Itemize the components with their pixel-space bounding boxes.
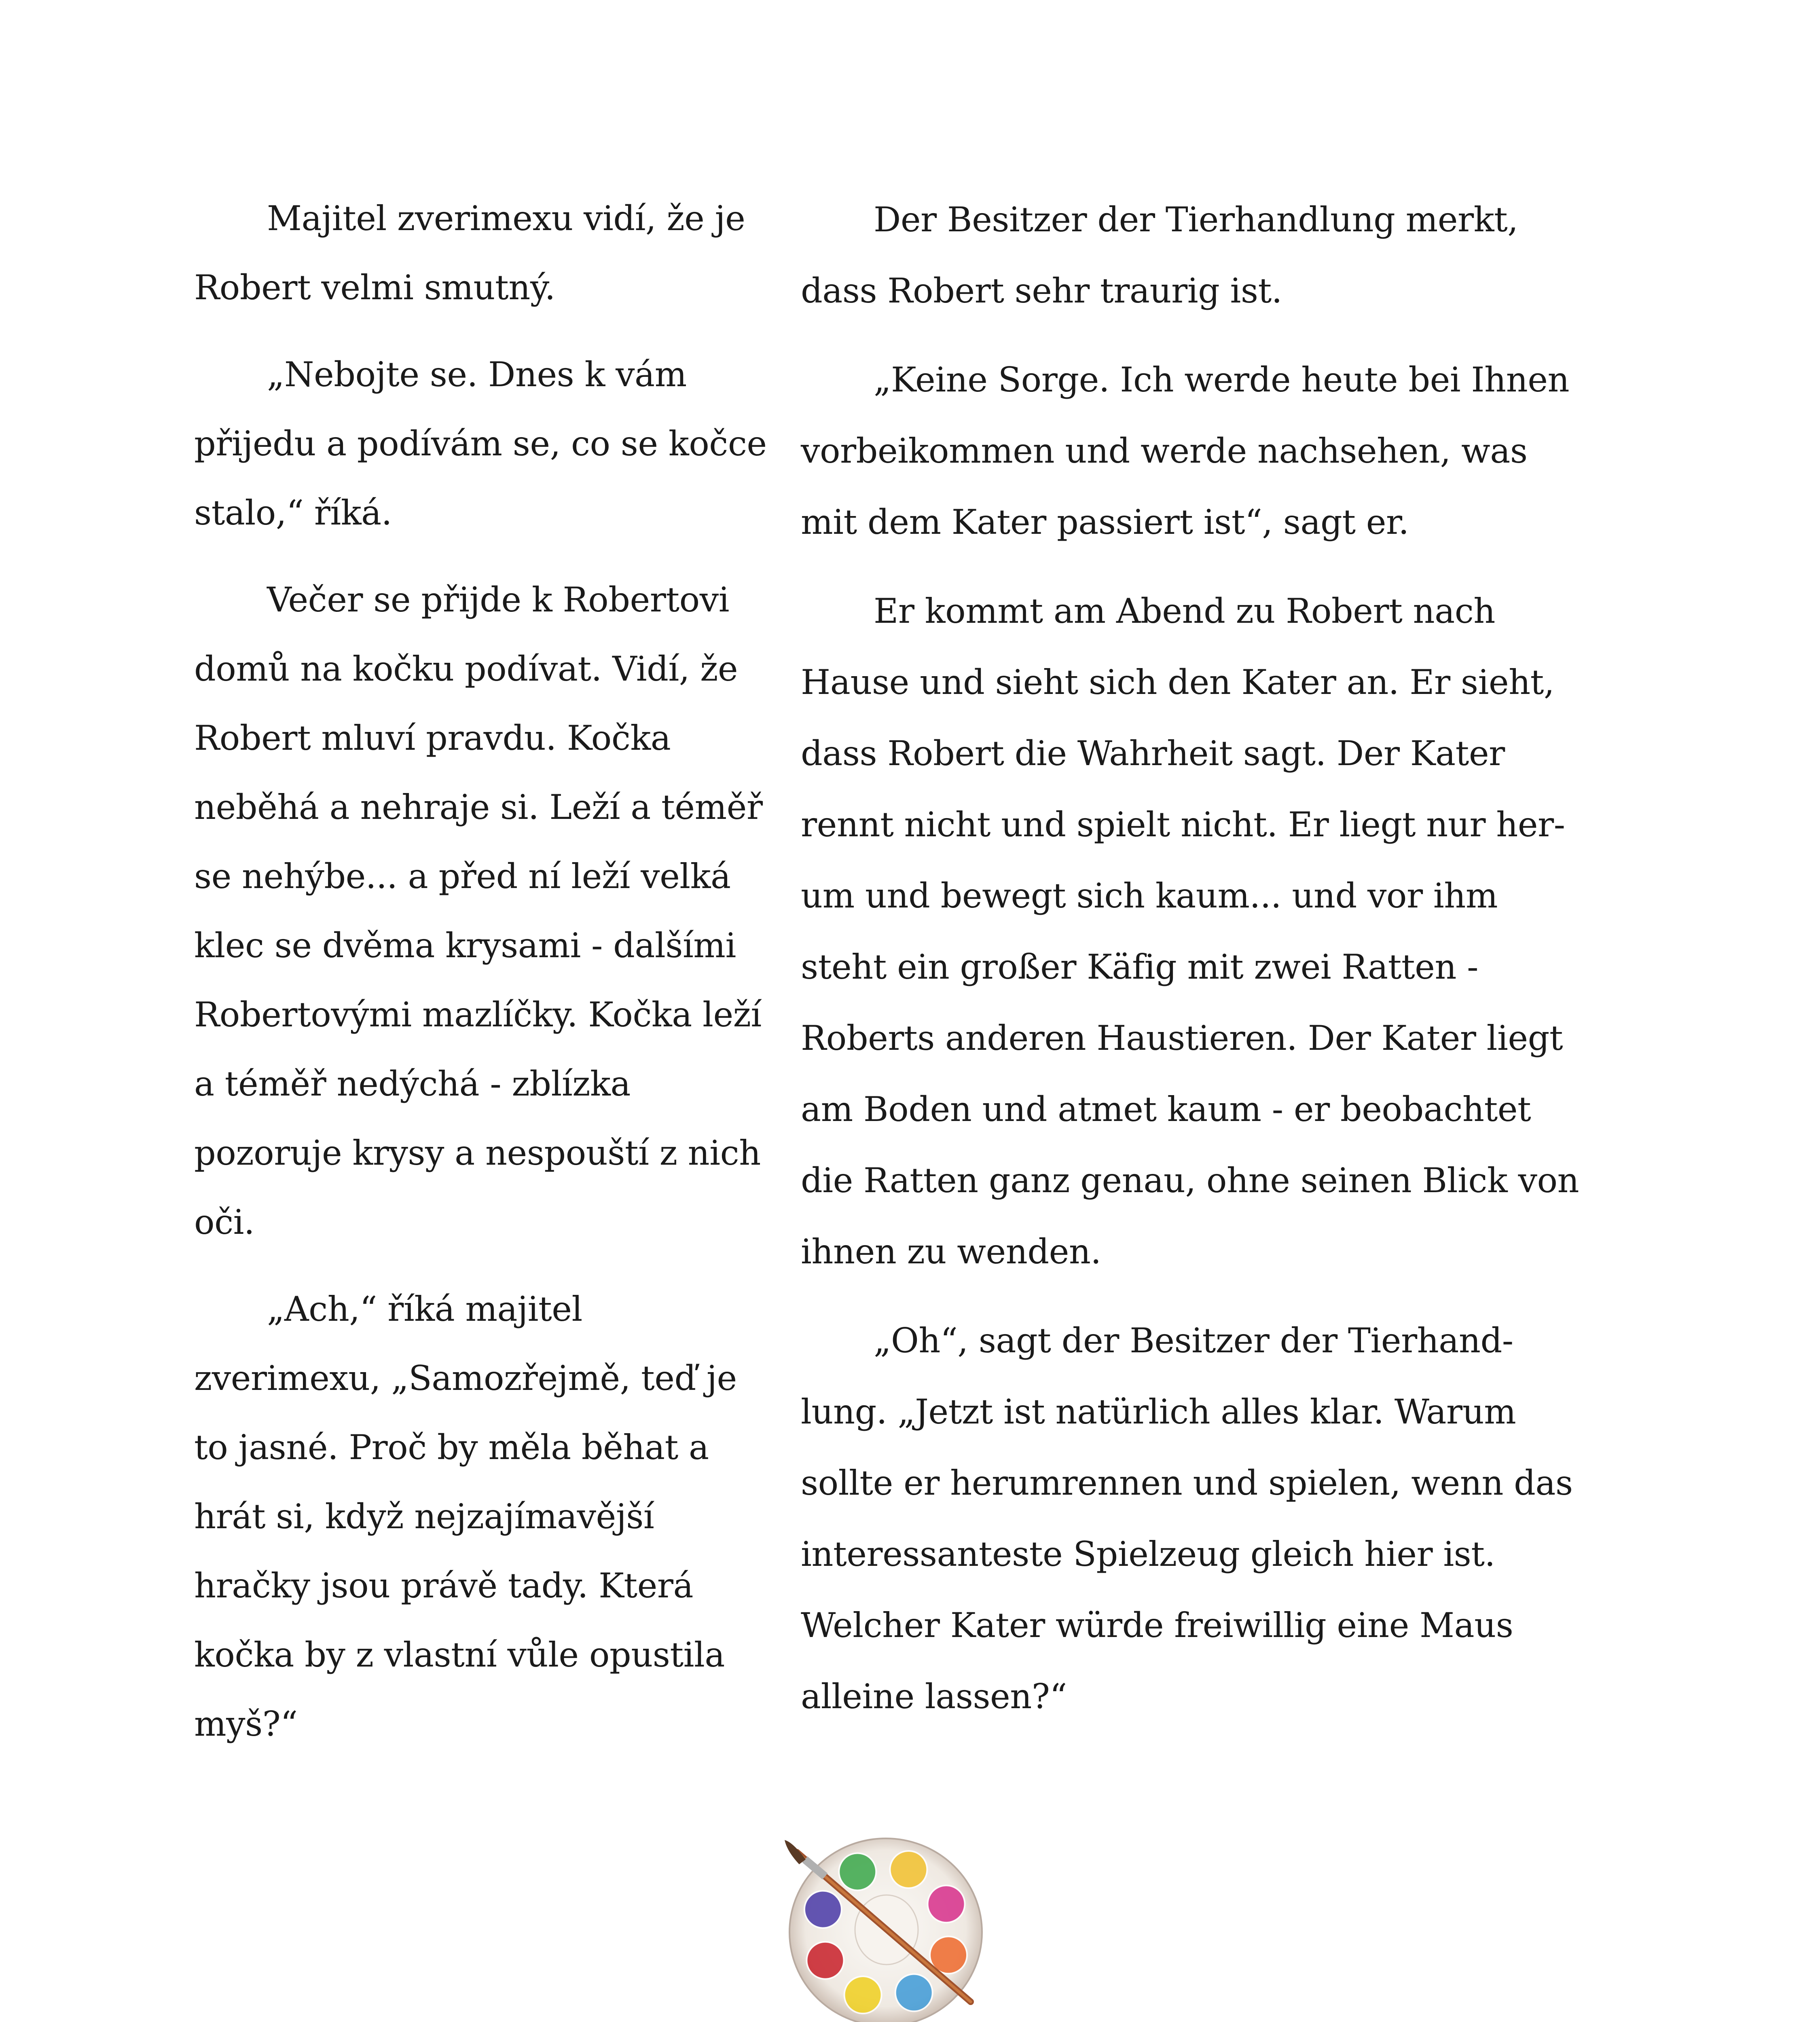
paint-well	[839, 1853, 876, 1890]
paragraph: „Keine Sorge. Ich werde heute bei Ihnen vorbeikommen und werde nachsehen, was mit dem Kater passiert ist“, sagt er.	[801, 360, 1570, 542]
czech-text-column	[194, 184, 777, 1777]
paragraph: Der Besitzer der Tierhandlung merkt, dass Robert sehr traurig ist.	[801, 200, 1518, 311]
watercolor-paint-palette-icon	[781, 1824, 991, 2022]
paint-well	[928, 1885, 965, 1923]
paragraph: „Oh“, sagt der Besitzer der Tierhand-lung. „Jetzt ist natürlich alles klar. Warum sollte er herumrennen und spielen, wenn das interessanteste Spielzeug gleich hier ist. Welcher Kater würde freiwillig eine Maus alleine lassen?“	[801, 1321, 1573, 1716]
german-text-column	[801, 184, 1594, 1750]
paint-well	[806, 1942, 844, 1979]
paragraph: Večer se přijde k Robertovi domů na kočku podívat. Vidí, že Robert mluví pravdu. Kočka neběhá a nehraje si. Leží a téměř se nehýbe... a před ní leží velká klec se dvěma krysami - dalšími Robertovými mazlíčky. Kočka leží a téměř nedýchá - zblízka pozoruje krysy a nespouští z nich oči.	[194, 580, 763, 1242]
paragraph: Majitel zverimexu vidí, že je Robert velmi smutný.	[194, 199, 745, 307]
paint-well	[895, 1974, 933, 2011]
paint-well	[890, 1851, 927, 1888]
paint-well	[804, 1891, 842, 1928]
paragraph: „Ach,“ říká majitel zverimexu, „Samozřejmě, teď je to jasné. Proč by měla běhat a hrát si, když nejzajímavější hračky jsou právě tady. Která kočka by z vlastní vůle opustila myš?“	[194, 1289, 737, 1744]
paragraph: Er kommt am Abend zu Robert nach Hause und sieht sich den Kater an. Er sieht, dass Robert die Wahrheit sagt. Der Kater rennt nicht und spielt nicht. Er liegt nur her-um und bewegt sich kaum... und vor ihm steht ein großer Käfig mit zwei Ratten - Roberts anderen Haustieren. Der Kater liegt am Boden und atmet kaum - er beobachtet die Ratten ganz genau, ohne seinen Blick von ihnen zu wenden.	[801, 591, 1579, 1271]
paragraph: „Nebojte se. Dnes k vám přijedu a podívám se, co se kočce stalo,“ říká.	[194, 355, 767, 533]
paint-well	[844, 1976, 882, 2014]
